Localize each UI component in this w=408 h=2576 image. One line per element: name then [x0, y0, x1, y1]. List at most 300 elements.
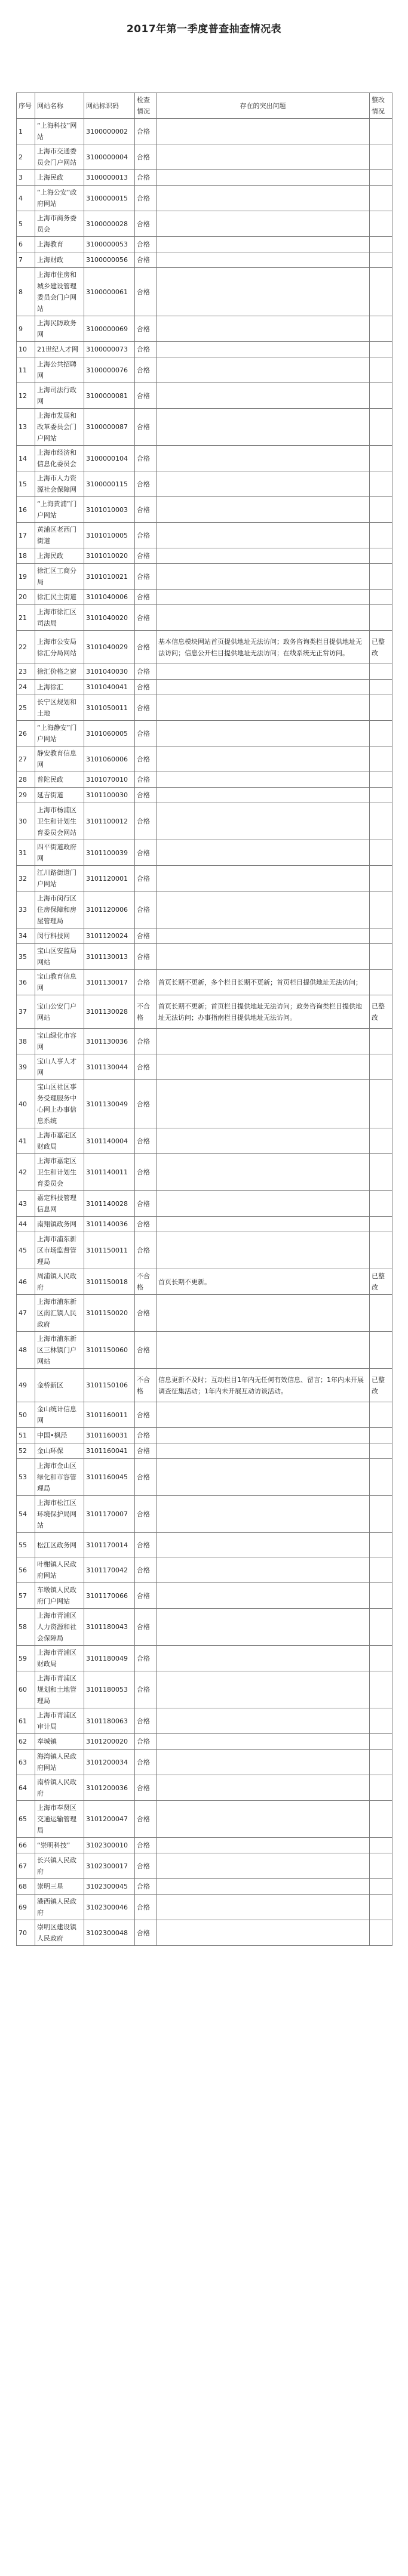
cell-fix	[370, 144, 392, 170]
cell-site-name: 上海市嘉定区财政局	[35, 1128, 84, 1154]
cell-issue	[157, 211, 370, 237]
cell-no: 30	[17, 803, 35, 840]
cell-no: 24	[17, 680, 35, 695]
cell-fix	[370, 721, 392, 746]
table-row	[17, 1838, 392, 1853]
cell-check: 合格	[135, 1750, 157, 1775]
cell-no: 3	[17, 170, 35, 186]
cell-issue	[157, 252, 370, 268]
cell-check: 合格	[135, 590, 157, 605]
cell-site-name: 徐汇民主街道	[35, 590, 84, 605]
cell-issue	[157, 1217, 370, 1232]
table-row	[17, 1443, 392, 1459]
cell-site-name: 上海市青浦区人力资源和社会保障局	[35, 1609, 84, 1646]
cell-check: 合格	[135, 383, 157, 409]
cell-issue	[157, 497, 370, 523]
cell-site-code: 3100000056	[84, 252, 135, 268]
table-row	[17, 803, 392, 840]
cell-site-name: 四平街道政府网	[35, 840, 84, 866]
cell-issue	[157, 268, 370, 316]
cell-no: 57	[17, 1583, 35, 1609]
header-fix: 整改情况	[370, 93, 392, 119]
cell-issue	[157, 721, 370, 746]
cell-no: 26	[17, 721, 35, 746]
cell-fix	[370, 1533, 392, 1557]
cell-site-code: 3101150011	[84, 1232, 135, 1269]
table-row	[17, 1029, 392, 1054]
cell-check: 合格	[135, 695, 157, 721]
table-row	[17, 1920, 392, 1946]
table-row	[17, 866, 392, 891]
cell-no: 62	[17, 1734, 35, 1750]
cell-site-name: 上海市青浦区财政局	[35, 1646, 84, 1671]
cell-site-code: 3101140028	[84, 1191, 135, 1217]
cell-site-name: 上海市金山区绿化和市容管理局	[35, 1459, 84, 1496]
table-row	[17, 471, 392, 497]
cell-site-code: 3101050011	[84, 695, 135, 721]
table-header-row	[17, 93, 392, 119]
cell-check: 合格	[135, 1428, 157, 1443]
cell-check: 合格	[135, 342, 157, 357]
cell-fix	[370, 237, 392, 252]
cell-site-code: 3101180049	[84, 1646, 135, 1671]
cell-check: 合格	[135, 680, 157, 695]
cell-check: 合格	[135, 1583, 157, 1609]
cell-site-name: 上海市浦东新区三林镇门户网站	[35, 1332, 84, 1369]
cell-fix	[370, 1217, 392, 1232]
cell-site-code: 3101160011	[84, 1402, 135, 1428]
table-row	[17, 1191, 392, 1217]
cell-site-code: 3101130013	[84, 944, 135, 970]
cell-fix	[370, 1895, 392, 1920]
cell-site-code: 3101100012	[84, 803, 135, 840]
cell-no: 12	[17, 383, 35, 409]
cell-fix	[370, 1428, 392, 1443]
table-row	[17, 1775, 392, 1801]
cell-no: 21	[17, 605, 35, 631]
cell-site-code: 3101170066	[84, 1583, 135, 1609]
cell-site-name: 上海市杨浦区卫生和计划生育委员会网站	[35, 803, 84, 840]
cell-check: 合格	[135, 1708, 157, 1734]
cell-fix	[370, 342, 392, 357]
cell-site-code: 3101170014	[84, 1533, 135, 1557]
cell-site-name: 延吉街道	[35, 788, 84, 803]
cell-no: 54	[17, 1496, 35, 1533]
cell-check: 合格	[135, 471, 157, 497]
cell-fix: 已整改	[370, 1269, 392, 1295]
cell-check: 合格	[135, 772, 157, 788]
cell-site-name: 21世纪人才网	[35, 342, 84, 357]
cell-site-name: 闵行科技网	[35, 928, 84, 944]
cell-issue	[157, 170, 370, 186]
cell-site-name: 上海徐汇	[35, 680, 84, 695]
cell-issue: 首页长期不更新；首页栏目提供地址无法访问；政务咨询类栏目提供地址无法访问；办事指南栏目提供地址无法访问。	[157, 995, 370, 1029]
cell-issue	[157, 590, 370, 605]
cell-check: 合格	[135, 186, 157, 211]
cell-issue	[157, 1232, 370, 1269]
cell-site-code: 3101120006	[84, 891, 135, 928]
cell-fix	[370, 866, 392, 891]
cell-fix	[370, 664, 392, 680]
cell-no: 70	[17, 1920, 35, 1946]
cell-no: 63	[17, 1750, 35, 1775]
cell-issue	[157, 1496, 370, 1533]
cell-no: 60	[17, 1671, 35, 1708]
cell-site-code: 3101010021	[84, 564, 135, 590]
cell-fix	[370, 357, 392, 383]
cell-fix	[370, 1879, 392, 1895]
cell-site-code: 3101180053	[84, 1671, 135, 1708]
cell-fix	[370, 523, 392, 548]
cell-fix	[370, 446, 392, 471]
cell-site-name: 崇明区建设镇人民政府	[35, 1920, 84, 1946]
table-row	[17, 1708, 392, 1734]
cell-fix	[370, 1232, 392, 1269]
cell-fix	[370, 1295, 392, 1332]
cell-fix	[370, 746, 392, 772]
table-row	[17, 944, 392, 970]
cell-site-code: 3101130028	[84, 995, 135, 1029]
cell-fix	[370, 409, 392, 446]
table-row	[17, 680, 392, 695]
table-row	[17, 497, 392, 523]
cell-site-code: 3100000069	[84, 316, 135, 342]
cell-site-code: 3101170007	[84, 1496, 135, 1533]
cell-fix	[370, 1128, 392, 1154]
cell-check: 合格	[135, 840, 157, 866]
cell-check: 合格	[135, 664, 157, 680]
cell-check: 合格	[135, 1801, 157, 1838]
cell-issue	[157, 316, 370, 342]
cell-no: 35	[17, 944, 35, 970]
cell-site-name: 静安教育信息网	[35, 746, 84, 772]
cell-fix	[370, 1646, 392, 1671]
cell-check: 合格	[135, 1496, 157, 1533]
table-row	[17, 1801, 392, 1838]
cell-check: 合格	[135, 446, 157, 471]
cell-site-name: 上海财政	[35, 252, 84, 268]
cell-issue: 基本信息模块网站首页提供地址无法访问；政务咨询类栏目提供地址无法访问；信息公开栏目提供地址无法访问；在线系统无正常访问。	[157, 631, 370, 664]
cell-fix	[370, 1191, 392, 1217]
cell-check: 合格	[135, 268, 157, 316]
cell-fix	[370, 383, 392, 409]
cell-site-name: 上海市发展和改革委员会门户网站	[35, 409, 84, 446]
table-row	[17, 1895, 392, 1920]
cell-site-name: “上海黄浦”门户网站	[35, 497, 84, 523]
cell-check: 合格	[135, 119, 157, 144]
cell-site-name: 普陀民政	[35, 772, 84, 788]
cell-issue	[157, 237, 370, 252]
cell-site-code: 3101120024	[84, 928, 135, 944]
cell-check: 合格	[135, 523, 157, 548]
cell-issue	[157, 944, 370, 970]
header-site-code: 网站标识码	[84, 93, 135, 119]
cell-site-code: 3101010020	[84, 548, 135, 564]
cell-fix	[370, 1332, 392, 1369]
cell-fix	[370, 1583, 392, 1609]
table-row	[17, 564, 392, 590]
cell-site-name: 上海市徐汇区司法局	[35, 605, 84, 631]
table-row	[17, 170, 392, 186]
cell-no: 36	[17, 970, 35, 995]
cell-no: 34	[17, 928, 35, 944]
cell-no: 22	[17, 631, 35, 664]
table-row	[17, 548, 392, 564]
cell-no: 48	[17, 1332, 35, 1369]
cell-issue	[157, 1609, 370, 1646]
cell-site-code: 3100000061	[84, 268, 135, 316]
cell-site-name: 车墩镇人民政府门户网站	[35, 1583, 84, 1609]
cell-fix	[370, 170, 392, 186]
cell-fix	[370, 803, 392, 840]
cell-check: 合格	[135, 252, 157, 268]
cell-site-code: 3101140011	[84, 1154, 135, 1191]
cell-check: 合格	[135, 1895, 157, 1920]
cell-issue	[157, 1128, 370, 1154]
cell-site-name: 上海民政	[35, 548, 84, 564]
cell-check: 合格	[135, 928, 157, 944]
cell-site-name: 上海市浦东新区市场监督管理局	[35, 1232, 84, 1269]
table-row	[17, 186, 392, 211]
cell-site-name: 上海市闵行区住房保障和房屋管理局	[35, 891, 84, 928]
cell-no: 66	[17, 1838, 35, 1853]
cell-site-name: 上海市住房和城乡建设管理委员会门户网站	[35, 268, 84, 316]
cell-site-code: 3100000115	[84, 471, 135, 497]
cell-issue	[157, 772, 370, 788]
cell-no: 27	[17, 746, 35, 772]
cell-check: 合格	[135, 944, 157, 970]
cell-no: 14	[17, 446, 35, 471]
cell-fix	[370, 1920, 392, 1946]
cell-check: 合格	[135, 866, 157, 891]
table-row	[17, 252, 392, 268]
cell-fix	[370, 590, 392, 605]
cell-no: 41	[17, 1128, 35, 1154]
cell-check: 合格	[135, 1879, 157, 1895]
cell-issue	[157, 383, 370, 409]
cell-no: 52	[17, 1443, 35, 1459]
cell-no: 11	[17, 357, 35, 383]
cell-fix	[370, 695, 392, 721]
cell-site-code: 3101100030	[84, 788, 135, 803]
table-row	[17, 772, 392, 788]
cell-issue	[157, 803, 370, 840]
cell-issue	[157, 342, 370, 357]
cell-issue	[157, 1054, 370, 1080]
cell-site-code: 3101180063	[84, 1708, 135, 1734]
header-check: 检查情况	[135, 93, 157, 119]
cell-fix	[370, 316, 392, 342]
cell-site-code: 3101150018	[84, 1269, 135, 1295]
cell-check: 合格	[135, 1459, 157, 1496]
cell-site-code: 3101040006	[84, 590, 135, 605]
cell-site-name: 金山统计信息网	[35, 1402, 84, 1428]
cell-site-name: 松江区政务网	[35, 1533, 84, 1557]
cell-check: 合格	[135, 1609, 157, 1646]
cell-fix	[370, 1154, 392, 1191]
cell-no: 20	[17, 590, 35, 605]
cell-site-code: 3101040030	[84, 664, 135, 680]
cell-site-code: 3102300017	[84, 1853, 135, 1879]
cell-site-name: 奉城镇	[35, 1734, 84, 1750]
table-row	[17, 695, 392, 721]
cell-check: 合格	[135, 1154, 157, 1191]
cell-site-name: 南翔镇政务网	[35, 1217, 84, 1232]
cell-site-name: “上海公安”政府网站	[35, 186, 84, 211]
cell-fix	[370, 497, 392, 523]
cell-site-name: 叶榭镇人民政府网站	[35, 1557, 84, 1583]
cell-issue	[157, 1895, 370, 1920]
cell-site-code: 3101130044	[84, 1054, 135, 1080]
cell-issue	[157, 1443, 370, 1459]
cell-fix: 已整改	[370, 631, 392, 664]
table-row	[17, 664, 392, 680]
cell-fix	[370, 1853, 392, 1879]
table-row	[17, 605, 392, 631]
cell-site-code: 3100000028	[84, 211, 135, 237]
cell-issue	[157, 564, 370, 590]
cell-issue: 首页长期不更新，多个栏目长期不更新；首页栏目提供地址无法访问；	[157, 970, 370, 995]
cell-issue	[157, 1583, 370, 1609]
cell-site-code: 3100000104	[84, 446, 135, 471]
table-row	[17, 1496, 392, 1533]
cell-no: 59	[17, 1646, 35, 1671]
table-row	[17, 1671, 392, 1708]
cell-site-name: 宝山公安门户网站	[35, 995, 84, 1029]
cell-fix	[370, 680, 392, 695]
cell-fix: 已整改	[370, 995, 392, 1029]
table-row	[17, 409, 392, 446]
cell-site-code: 3100000076	[84, 357, 135, 383]
cell-no: 28	[17, 772, 35, 788]
cell-issue	[157, 746, 370, 772]
cell-no: 23	[17, 664, 35, 680]
table-row	[17, 342, 392, 357]
table-row	[17, 788, 392, 803]
cell-no: 33	[17, 891, 35, 928]
cell-check: 合格	[135, 497, 157, 523]
cell-fix	[370, 1838, 392, 1853]
cell-site-code: 3102300048	[84, 1920, 135, 1946]
cell-issue	[157, 664, 370, 680]
cell-site-code: 3101160031	[84, 1428, 135, 1443]
table-row	[17, 970, 392, 995]
cell-fix	[370, 788, 392, 803]
cell-no: 68	[17, 1879, 35, 1895]
table-row	[17, 237, 392, 252]
table-row	[17, 1583, 392, 1609]
cell-site-code: 3100000081	[84, 383, 135, 409]
cell-site-code: 3100000087	[84, 409, 135, 446]
cell-check: 合格	[135, 1920, 157, 1946]
table-row	[17, 144, 392, 170]
cell-no: 7	[17, 252, 35, 268]
table-row	[17, 928, 392, 944]
cell-issue	[157, 1080, 370, 1128]
cell-no: 17	[17, 523, 35, 548]
table-row	[17, 1269, 392, 1295]
cell-no: 42	[17, 1154, 35, 1191]
cell-site-code: 3101200020	[84, 1734, 135, 1750]
cell-check: 合格	[135, 605, 157, 631]
cell-check: 不合格	[135, 1269, 157, 1295]
table-row	[17, 1428, 392, 1443]
cell-check: 合格	[135, 237, 157, 252]
cell-issue	[157, 1154, 370, 1191]
cell-check: 合格	[135, 1838, 157, 1853]
cell-no: 9	[17, 316, 35, 342]
cell-issue	[157, 1332, 370, 1369]
cell-site-name: 宝山区社区事务受理服务中心网上办事信息系统	[35, 1080, 84, 1128]
cell-check: 合格	[135, 746, 157, 772]
cell-no: 69	[17, 1895, 35, 1920]
header-issue: 存在的突出问题	[157, 93, 370, 119]
cell-issue	[157, 891, 370, 928]
cell-site-name: 徐汇价格之窗	[35, 664, 84, 680]
table-row	[17, 1332, 392, 1369]
cell-fix	[370, 1750, 392, 1775]
cell-fix	[370, 1496, 392, 1533]
cell-site-code: 3101200034	[84, 1750, 135, 1775]
cell-fix	[370, 1029, 392, 1054]
cell-fix	[370, 471, 392, 497]
table-row	[17, 316, 392, 342]
cell-issue	[157, 409, 370, 446]
cell-check: 合格	[135, 357, 157, 383]
cell-issue	[157, 1428, 370, 1443]
cell-issue	[157, 1402, 370, 1428]
cell-site-name: 上海市浦东新区南汇镇人民政府	[35, 1295, 84, 1332]
cell-no: 61	[17, 1708, 35, 1734]
cell-fix	[370, 944, 392, 970]
cell-check: 合格	[135, 1443, 157, 1459]
cell-check: 合格	[135, 170, 157, 186]
cell-site-code: 3100000073	[84, 342, 135, 357]
cell-check: 合格	[135, 788, 157, 803]
cell-fix	[370, 1801, 392, 1838]
cell-site-name: “上海科技”网站	[35, 119, 84, 144]
cell-site-name: 海湾镇人民政府网站	[35, 1750, 84, 1775]
cell-check: 不合格	[135, 1369, 157, 1402]
cell-issue	[157, 1671, 370, 1708]
cell-site-name: 江川路街道门户网站	[35, 866, 84, 891]
cell-no: 25	[17, 695, 35, 721]
cell-site-name: 上海市人力资源社会保障网	[35, 471, 84, 497]
cell-no: 6	[17, 237, 35, 252]
cell-site-code: 3101170042	[84, 1557, 135, 1583]
cell-site-code: 3101180043	[84, 1609, 135, 1646]
cell-check: 合格	[135, 548, 157, 564]
cell-site-name: 徐汇区工商分局	[35, 564, 84, 590]
cell-site-code: 3101200047	[84, 1801, 135, 1838]
cell-issue	[157, 1646, 370, 1671]
cell-no: 16	[17, 497, 35, 523]
cell-issue	[157, 1879, 370, 1895]
table-row	[17, 357, 392, 383]
cell-site-name: 长兴镇人民政府	[35, 1853, 84, 1879]
cell-site-name: 宝山绿化市容网	[35, 1029, 84, 1054]
cell-issue	[157, 680, 370, 695]
table-row	[17, 1879, 392, 1895]
cell-fix	[370, 1775, 392, 1801]
cell-site-code: 3101160041	[84, 1443, 135, 1459]
cell-check: 合格	[135, 970, 157, 995]
table-row	[17, 721, 392, 746]
cell-no: 31	[17, 840, 35, 866]
cell-no: 53	[17, 1459, 35, 1496]
table-row	[17, 119, 392, 144]
cell-fix: 已整改	[370, 1369, 392, 1402]
